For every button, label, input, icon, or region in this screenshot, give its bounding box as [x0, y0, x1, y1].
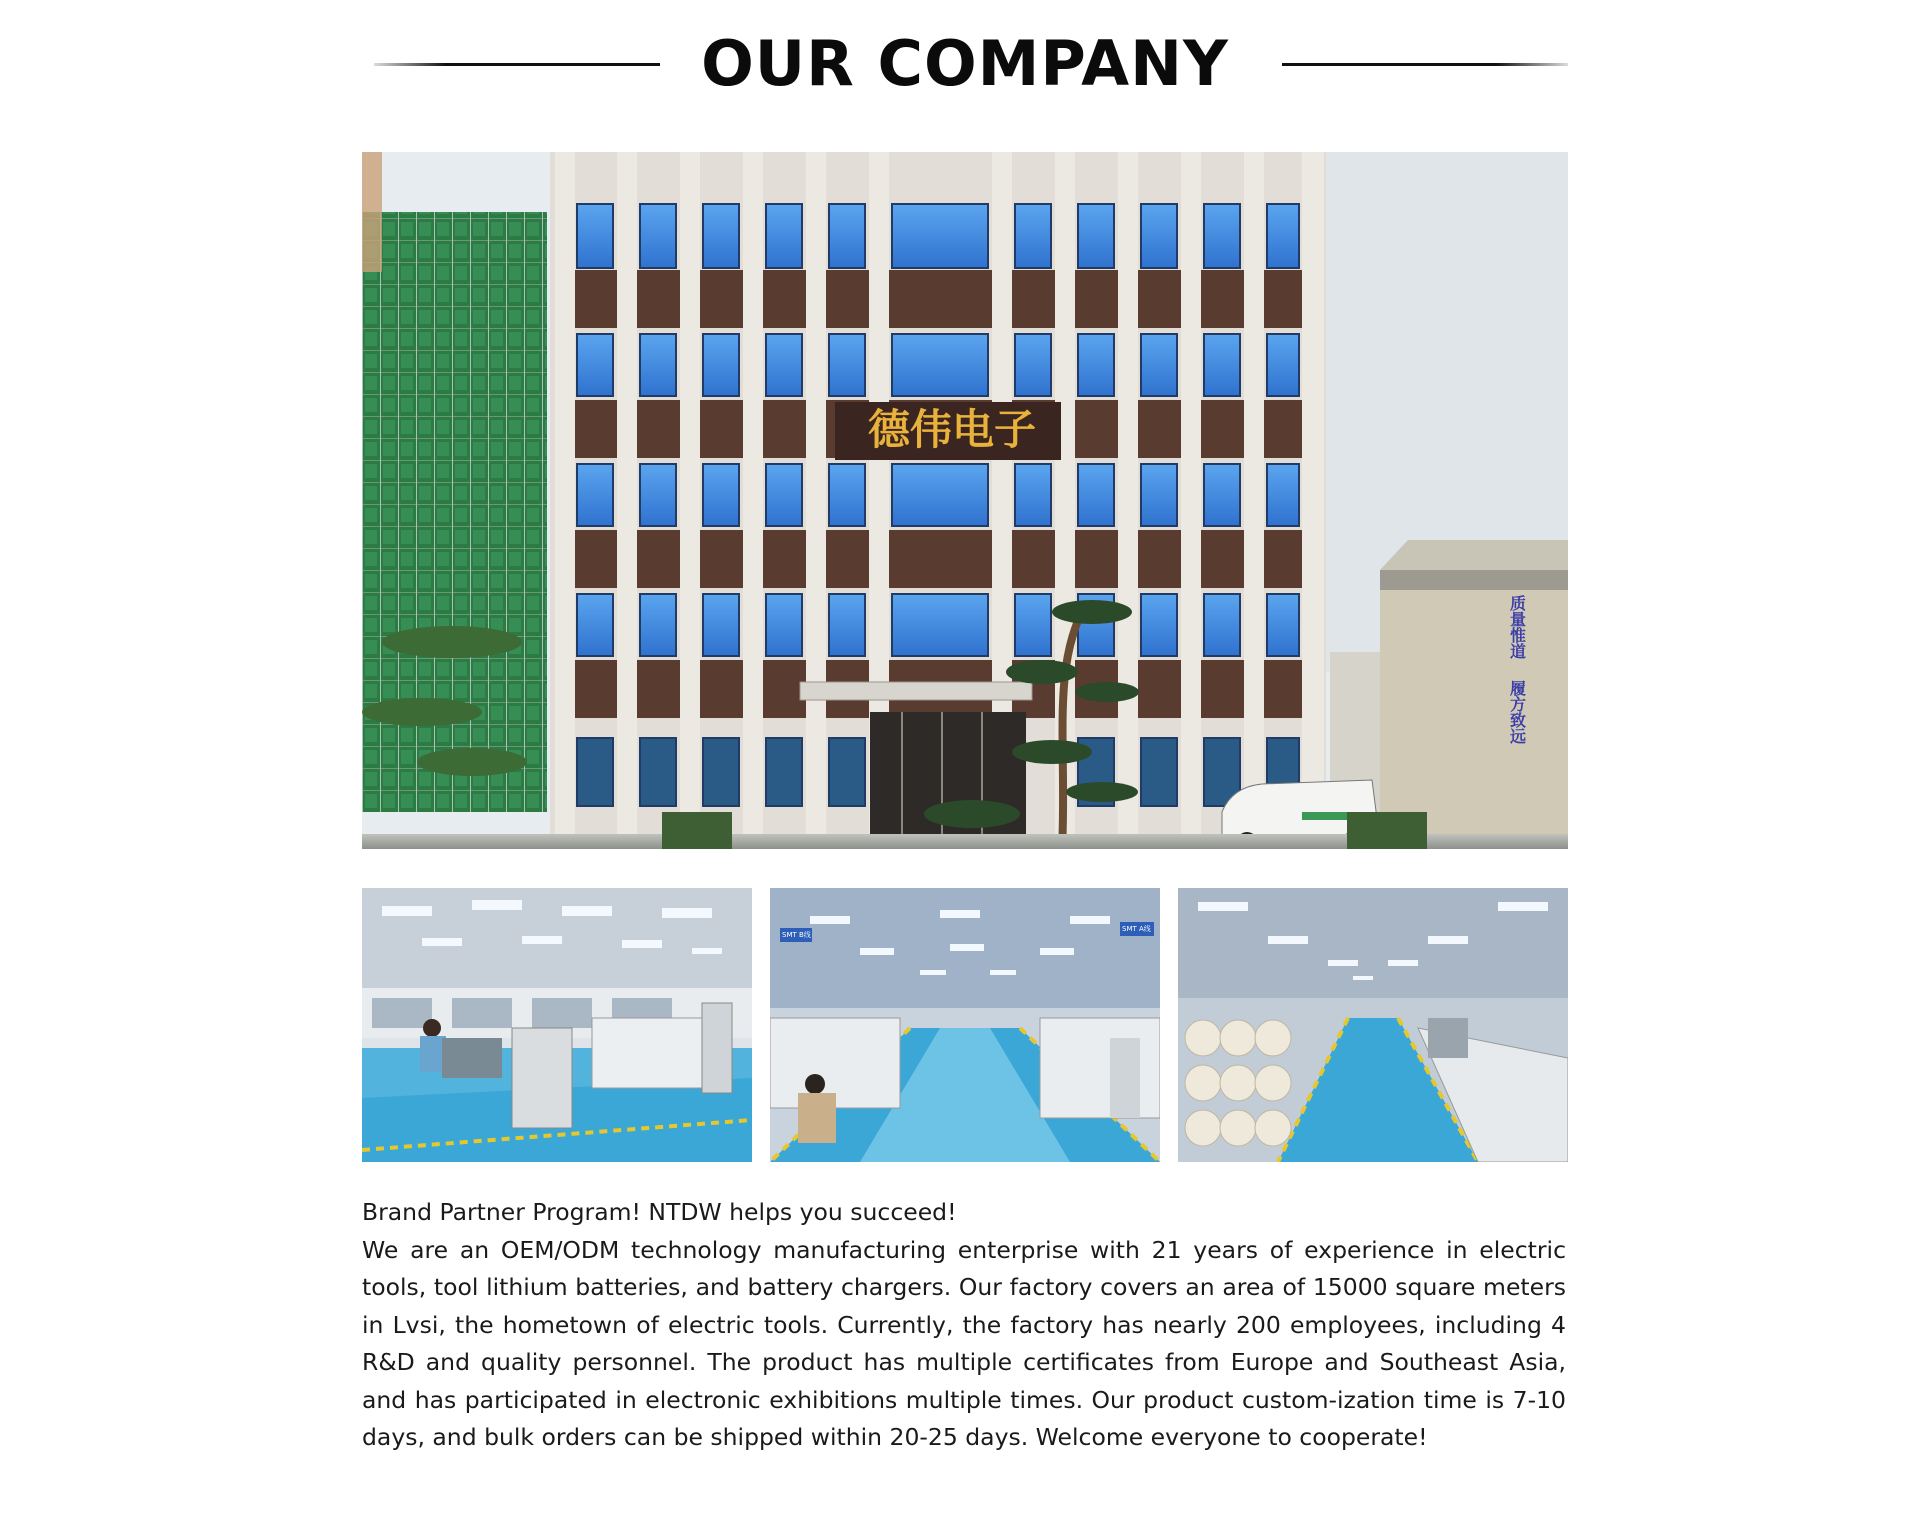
factory-interior-gallery [362, 888, 1568, 1162]
main-building [550, 152, 1326, 849]
interior-photo-3 [1178, 888, 1568, 1162]
interior-photo-2 [770, 888, 1160, 1162]
building-sign-text: 德伟电子 [867, 405, 1037, 454]
brand-partner-intro: Brand Partner Program! NTDW helps you succeed! [362, 1198, 957, 1226]
factory-building-photo [362, 152, 1568, 849]
header-divider-right [1282, 63, 1568, 66]
interior-photo-1 [362, 888, 752, 1162]
smt-line-b-label: SMT B线 [782, 931, 811, 939]
side-slogan-right: 履方致远 [1507, 680, 1527, 744]
side-building [1326, 152, 1568, 849]
company-description [362, 1194, 1566, 1457]
company-paragraph: We are an OEM/ODM technology manufacturing enterprise with 21 years of experience in electric tools, tool lithium batteries, and battery chargers. Our factory covers an area of 15000 square meters in Lvsi, the hometown of electric tools. Currently, the factory has nearly 200 employees, including 4 R&D and quality personnel. The product has multiple certificates from Europe and Southeast Asia, and has participated in electronic exhibitions multiple times. Our product custom-ization time is 7-10 days, and bulk orders can be shipped within 20-25 days. Welcome everyone to cooperate! [362, 1235, 1566, 1451]
section-header [362, 22, 1568, 104]
page-title: OUR COMPANY [701, 27, 1229, 100]
side-slogan-left: 质量惟道 [1507, 595, 1527, 659]
smt-line-a-label: SMT A线 [1122, 925, 1151, 933]
